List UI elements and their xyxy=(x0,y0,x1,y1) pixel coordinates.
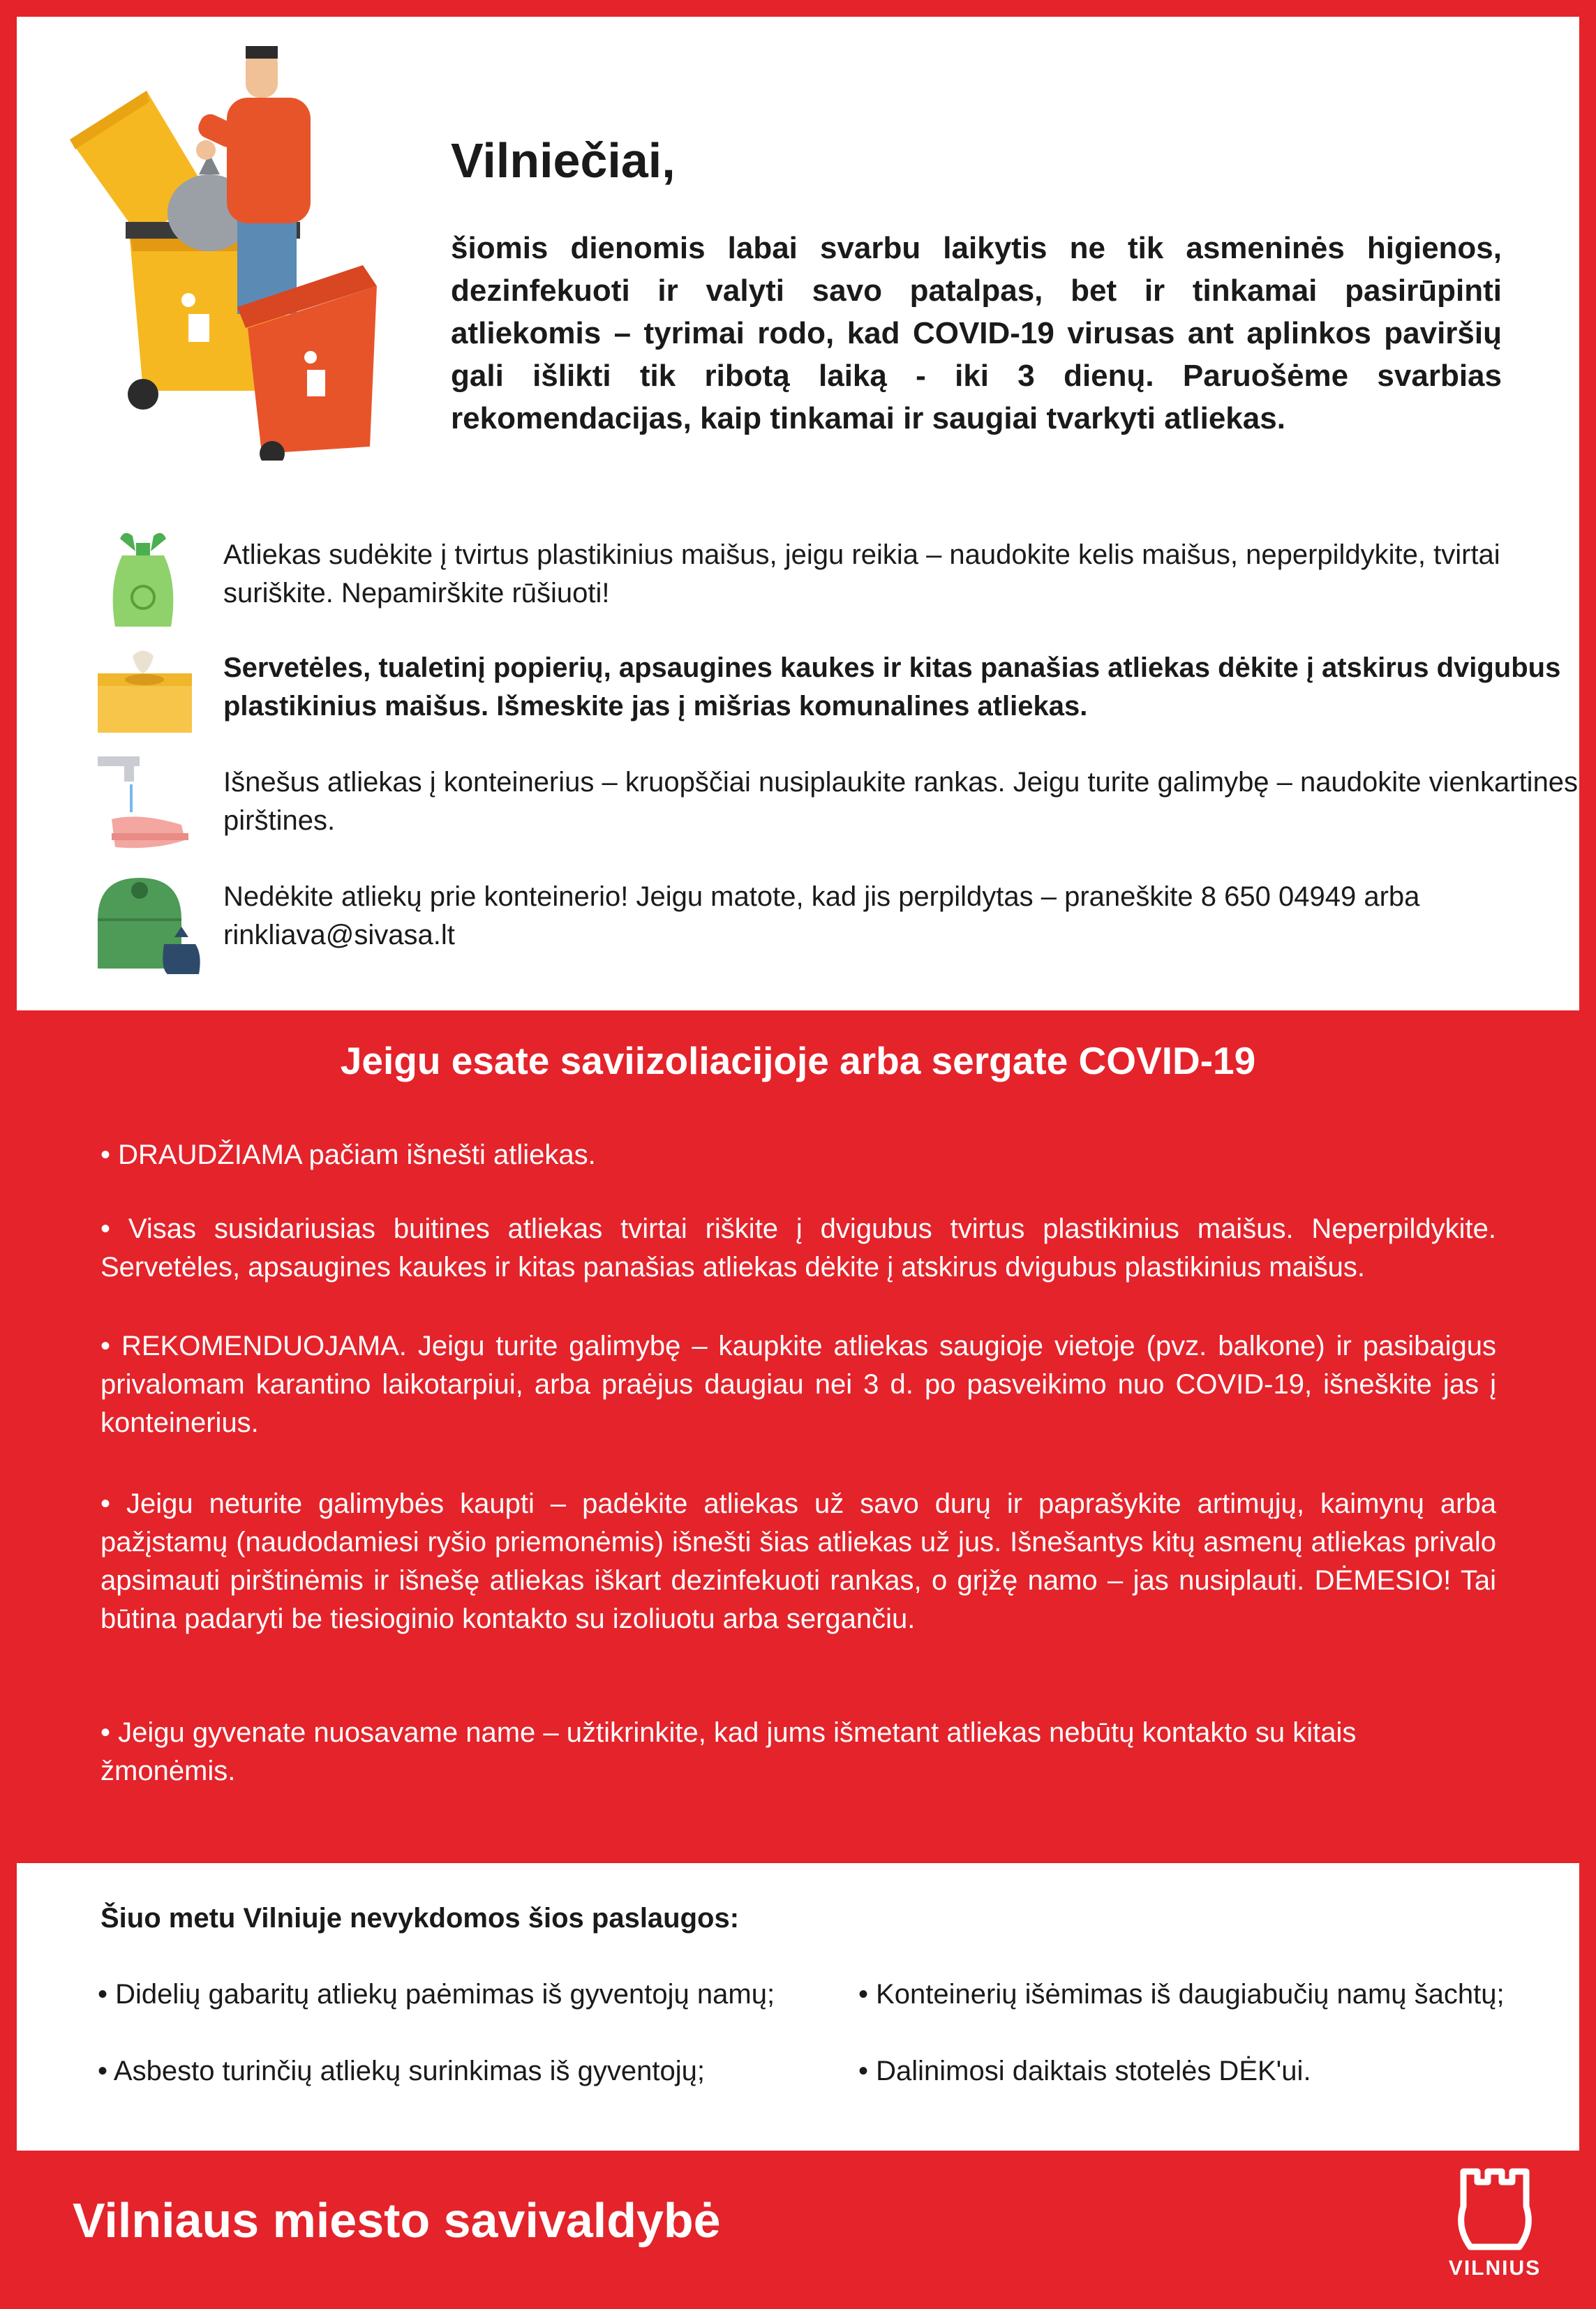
service-item: • Asbesto turinčių atliekų surinkimas iš gyventojų; xyxy=(98,2056,705,2086)
tip-text: Servetėles, tualetinį popierių, apsaugines kaukes ir kitas panašias atliekas dėkite į atskirus dvigubus plastikinius maišus. Išmeskite jas į mišrias komunalines atliekas. xyxy=(223,652,1561,722)
greeting-heading: Vilniečiai, xyxy=(451,133,676,188)
isolation-title: Jeigu esate saviizoliacijoje arba sergate COVID-19 xyxy=(340,1039,1256,1082)
tip-item xyxy=(84,536,1514,634)
intro-paragraph: šiomis dienomis labai svarbu laikytis ne tik asmeninės higienos, dezinfekuoti ir valyti savo patalpas, bet ir tinkamai pasirūpinti atliekomis – tyrimai rodo, kad COVID-19 virusas ant aplinkos paviršių gali išlikti tik ribotą laiką - iki 3 dienų. Paruošėme svarbias rekomendacijas, kaip tinkamai ir saugiai tvarkyti atliekas. xyxy=(451,231,1502,435)
logo-text: VILNIUS xyxy=(1448,2257,1542,2280)
hand-wash-icon xyxy=(84,756,202,861)
tower-icon xyxy=(1439,2165,1551,2255)
isolation-paragraph: • Jeigu neturite galimybės kaupti – padėkite atliekas už savo durų ir paprašykite artimųjų, kaimynų arba pažįstamų (naudodamiesi ryšio priemonėmis) išnešti šias atliekas už jus. Išnešantys kitų asmenų atliekas privalo apsimauti pirštinėmis ir išnešę atliekas iškart dezinfekuoti rankas, o grįžę namo – jas nusiplauti. DĖMESIO! Tai būtina padaryti be tiesioginio kontakto su izoliuotu arba sergančiu. xyxy=(100,1488,1496,1634)
tip-text: Išnešus atliekas į konteinerius – kruopščiai nusiplaukite rankas. Jeigu turite galimybę – naudokite vienkartines pirštines. xyxy=(223,767,1579,836)
footer-title: Vilniaus miesto savivaldybė xyxy=(73,2193,721,2248)
service-item: • Didelių gabaritų atliekų paėmimas iš gyventojų namų; xyxy=(98,1979,775,2010)
isolation-section xyxy=(17,1010,1579,1863)
isolation-paragraph: • REKOMENDUOJAMA. Jeigu turite galimybę – kaupkite atliekas saugioje vietoje (pvz. balkone) ir pasibaigus privalomam karantino laikotarpiui, arba praėjus daugiau nei 3 d. po pasveikimo nuo COVID-19, išneškite jas į konteinerius. xyxy=(100,1331,1496,1438)
service-item: • Konteinerių išėmimas iš daugiabučių namų šachtų; xyxy=(858,1979,1505,2010)
tip-text: Atliekas sudėkite į tvirtus plastikinius maišus, jeigu reikia – naudokite kelis maišus, neperpildykite, tvirtai suriškite. Nepamirškite rūšiuoti! xyxy=(223,539,1500,608)
tip-item xyxy=(84,878,1514,976)
tip-item xyxy=(84,763,1579,861)
services-title: Šiuo metu Vilniuje nevykdomos šios paslaugos: xyxy=(100,1903,740,1934)
service-item: • Dalinimosi daiktais stotelės DĖK'ui. xyxy=(858,2056,1311,2086)
isolation-paragraph: • Visas susidariusias buitines atliekas tvirtai riškite į dvigubus tvirtus plastikinius maišus. Neperpildykite. Servetėles, apsaugines kaukes ir kitas panašias atliekas dėkite į atskirus dvigubus plastikinius maišus. xyxy=(100,1213,1496,1283)
waste-bins-illustration xyxy=(63,35,384,461)
trash-bag-icon xyxy=(84,529,202,634)
tissue-box-icon xyxy=(84,642,202,747)
tip-item xyxy=(84,649,1561,747)
tip-text: Nedėkite atliekų prie konteinerio! Jeigu matote, kad jis perpildytas – praneškite 8 650 04949 arba rinkliava@sivasa.lt xyxy=(223,881,1420,950)
footer-bar xyxy=(17,2151,1579,2292)
isolation-paragraph: • Jeigu gyvenate nuosavame name – užtikrinkite, kad jums išmetant atliekas nebūtų kontakto su kitais žmonėmis. xyxy=(100,1717,1357,1786)
container-icon xyxy=(84,871,202,976)
isolation-paragraph: • DRAUDŽIAMA pačiam išnešti atliekas. xyxy=(100,1139,596,1170)
vilnius-logo xyxy=(1439,2165,1551,2283)
